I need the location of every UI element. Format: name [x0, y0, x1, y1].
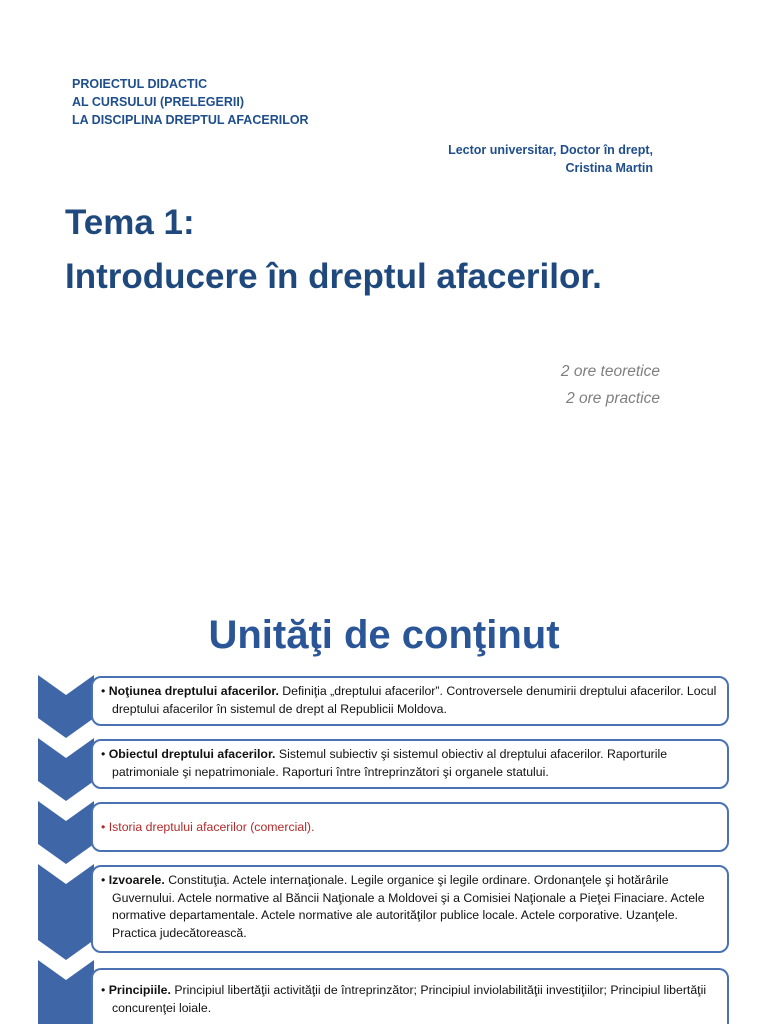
item-heading: Obiectul dreptului afacerilor.: [108, 747, 276, 761]
chevron-arrow-icon: [38, 801, 94, 864]
item-heading: Izvoarele.: [108, 873, 165, 887]
item-text: Istoria dreptului afacerilor (comercial).: [108, 820, 315, 834]
item-text: Sistemul subiectiv şi sistemul obiectiv al dreptului afacerilor. Raporturile patrimoniale şi nepatrimoniale. Raporturi între întreprinzători şi organele statului.: [112, 747, 668, 779]
title-line-1: Tema 1:: [65, 203, 195, 242]
hours-block: [561, 358, 660, 412]
title-line-2: Introducere în dreptul afacerilor.: [65, 257, 602, 296]
chevron-arrow-icon: [38, 864, 94, 960]
author-name: Cristina Martin: [565, 161, 653, 175]
author-block: [448, 141, 653, 177]
item-text: Principiul libertăţii activităţii de întreprinzător; Principiul inviolabilităţii investiţiilor; Principiul libertăţii concurenţei loiale.: [112, 983, 707, 1015]
content-item: • Obiectul dreptului afacerilor. Sistemul subiectiv şi sistemul obiectiv al dreptului afacerilor. Raporturile patrimoniale şi nepatrimoniale. Raporturi între întreprinzători şi organele statului.: [91, 739, 729, 789]
header-line-3: LA DISCIPLINA DREPTUL AFACERILOR: [72, 113, 309, 127]
hours-theory: 2 ore teoretice: [560, 363, 660, 380]
content-item: • Principiile. Principiul libertăţii activităţii de întreprinzător; Principiul inviolabilităţii investiţiilor; Principiul libertăţii concurenţei loiale.: [91, 968, 729, 1024]
item-heading: Principiile.: [108, 983, 171, 997]
content-item: • Izvoarele. Constituţia. Actele internaţionale. Legile organice şi legile ordinare. Ordonanţele şi hotărârile Guvernului. Actele normative al Băncii Naţionale a Moldovei şi a Comisiei Naţionale a Pieţei Finaciare. Actele normative departamentale. Actele normative ale autorităţilor publice locale. Actele corporative. Uzanţele. Practica judecătorească.: [91, 865, 729, 953]
chevron-arrow-icon: [38, 675, 94, 738]
author-title: Lector universitar, Doctor în drept,: [448, 143, 653, 157]
course-header: [72, 75, 309, 129]
item-text: Constituţia. Actele internaţionale. Legile organice şi legile ordinare. Ordonanţele şi hotărârile Guvernului. Actele normative al Băncii Naţionale a Moldovei şi a Comisiei Naţionale a Pieţei Finaciare. Actele normative departamentale. Actele normative ale autorităţilor publice locale. Actele corporative. Uzanţele. Practica judecătorească.: [112, 873, 705, 940]
hours-practice: 2 ore practice: [566, 390, 660, 407]
chevron-arrow-icon: [38, 960, 94, 1024]
chevron-arrow-icon: [38, 738, 94, 801]
content-item: • Istoria dreptului afacerilor (comercial).: [91, 802, 729, 852]
item-text: Definiţia „dreptului afacerilor”. Controversele denumirii dreptului afacerilor. Locul dreptului afacerilor în sistemul de drept al Republicii Moldova.: [112, 684, 717, 716]
contents-heading: Unităţi de conţinut: [208, 613, 560, 657]
header-line-2: AL CURSULUI (PRELEGERII): [72, 95, 244, 109]
lecture-title: [65, 196, 602, 304]
item-heading: Noţiunea dreptului afacerilor.: [108, 684, 279, 698]
header-line-1: PROIECTUL DIDACTIC: [72, 77, 208, 91]
content-item: • Noţiunea dreptului afacerilor. Definiţia „dreptului afacerilor”. Controversele denumirii dreptului afacerilor. Locul dreptului afacerilor în sistemul de drept al Republicii Moldova.: [91, 676, 729, 726]
